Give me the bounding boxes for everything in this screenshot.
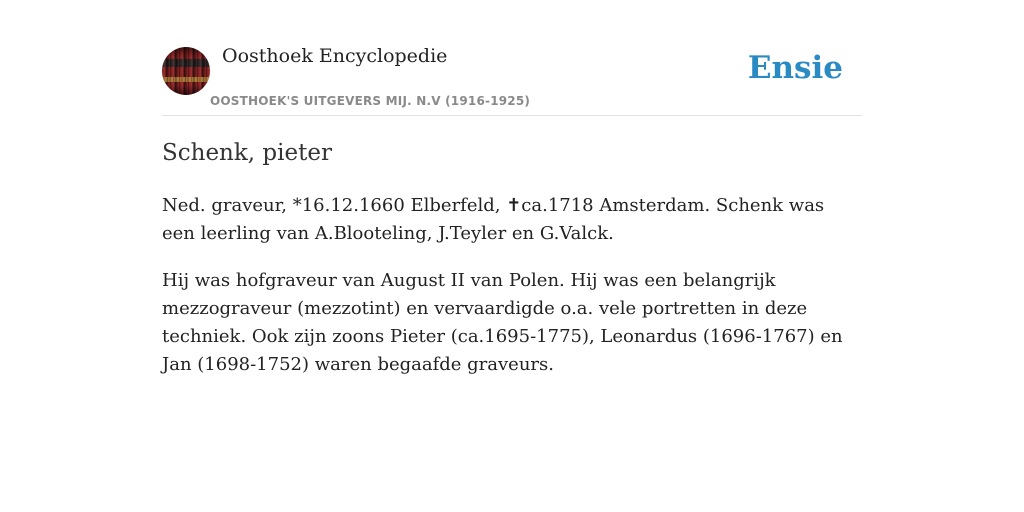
brand-logo[interactable]: Ensie <box>747 50 843 86</box>
page <box>162 0 862 375</box>
entry-paragraph: Ned. graveur, *16.12.1660 Elberfeld, ✝ca.1718 Amsterdam. Schenk was een leerling van A.Blooteling, J.Teyler en G.Valck. <box>162 195 825 244</box>
source-header <box>162 0 862 116</box>
encyclopedia-thumbnail-icon[interactable] <box>162 47 210 95</box>
entry-title: Schenk, pieter <box>162 140 332 166</box>
entry-paragraph: Hij was hofgraveur van August II van Polen. Hij was een belangrijk mezzograveur (mezzotint) en vervaardigde o.a. vele portretten in deze techniek. Ook zijn zoons Pieter (ca.1695-1775), Leonardus (1696-1767) en Jan (1698-1752) waren begaafde graveurs. <box>162 270 843 375</box>
entry-body <box>162 192 862 398</box>
source-title[interactable]: Oosthoek Encyclopedie <box>222 45 448 67</box>
source-subtitle: OOSTHOEK'S UITGEVERS MIJ. N.V (1916-1925) <box>210 94 531 108</box>
